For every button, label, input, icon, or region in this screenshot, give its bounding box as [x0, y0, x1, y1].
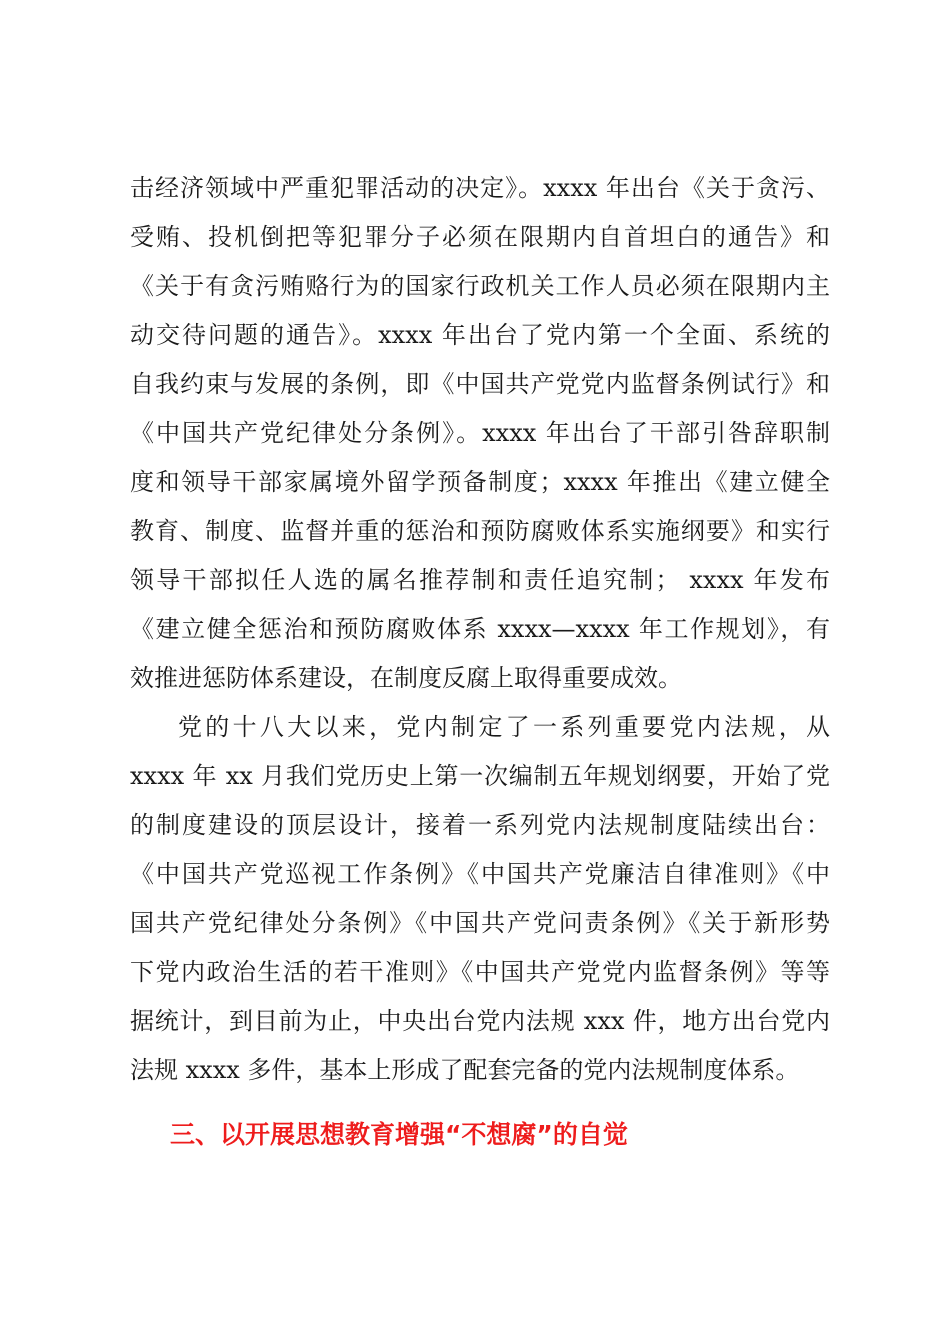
text-line: 《关于有贪污贿赂行为的国家行政机关工作人员必须在限期内主 — [130, 272, 830, 300]
text-line: 受贿、投机倒把等犯罪分子必须在限期内自首坦白的通告》和 — [130, 223, 830, 251]
text-line: 自我约束与发展的条例，即《中国共产党党内监督条例试行》和 — [130, 370, 830, 398]
text-line: 教育、制度、监督并重的惩治和预防腐败体系实施纲要》和实行 — [130, 517, 830, 545]
text-line: 动交待问题的通告》。xxxx 年出台了党内第一个全面、系统的 — [130, 321, 830, 349]
text-line: 《建立健全惩治和预防腐败体系 xxxx—xxxx 年工作规划》，有 — [130, 615, 830, 643]
section-heading: 三、以开展思想教育增强“不想腐”的自觉 — [170, 1120, 628, 1149]
text-line: 击经济领域中严重犯罪活动的决定》。xxxx 年出台《关于贪污、 — [130, 174, 830, 202]
text-line: 国共产党纪律处分条例》《中国共产党问责条例》《关于新形势 — [130, 909, 830, 937]
text-line: xxxx 年 xx 月我们党历史上第一次编制五年规划纲要，开始了党 — [130, 762, 830, 790]
text-line: 度和领导干部家属境外留学预备制度；xxxx 年推出《建立健全 — [130, 468, 830, 496]
text-line: 的制度建设的顶层设计，接着一系列党内法规制度陆续出台： — [130, 811, 830, 839]
text-line: 《中国共产党巡视工作条例》《中国共产党廉洁自律准则》《中 — [130, 860, 830, 888]
text-line: 据统计，到目前为止，中央出台党内法规 xxx 件，地方出台党内 — [130, 1007, 830, 1035]
text-line: 法规 xxxx 多件，基本上形成了配套完备的党内法规制度体系。 — [130, 1056, 800, 1084]
text-line: 领导干部拟任人选的属名推荐制和责任追究制； xxxx 年发布 — [130, 566, 830, 594]
text-line: 《中国共产党纪律处分条例》。xxxx 年出台了干部引咎辞职制 — [130, 419, 830, 447]
text-line: 下党内政治生活的若干准则》《中国共产党党内监督条例》等等 — [130, 958, 830, 986]
text-line: 党的十八大以来，党内制定了一系列重要党内法规，从 — [178, 713, 830, 741]
text-line: 效推进惩防体系建设，在制度反腐上取得重要成效。 — [130, 664, 682, 692]
